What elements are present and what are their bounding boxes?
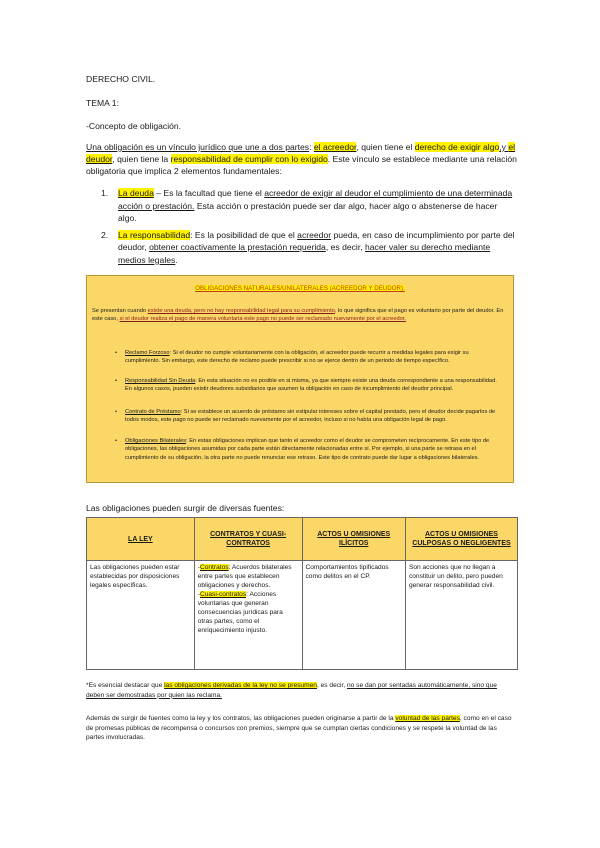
item-text: – Es la facultad que tiene el (153, 188, 265, 198)
sources-table (86, 517, 518, 670)
box-item-text: : Si se establece un acuerdo de préstamo sin estipular intereses sobre el capital prestado, pero el deudor decide pagarlos de todos modos, este pago no puede ser reclamado nuevamente por el acreedor, incluso si no había una obligación legal de pago. (125, 409, 496, 424)
list-item (101, 229, 518, 267)
item-text: : Es la posibilidad de que el (190, 229, 298, 240)
intro-s4: , quien tiene el (356, 142, 415, 152)
dash: - (197, 564, 200, 571)
box-paragraph (92, 307, 508, 324)
intro-s2: : (309, 142, 314, 152)
box-list-item (115, 437, 505, 462)
intro-s10: . Este vínculo se establece mediante una relación obligatoria que implica 2 elementos fundamentales: (86, 154, 517, 176)
intro-s7: el deudor (86, 142, 516, 164)
item-text: , es decir, (325, 242, 365, 252)
header-text: CONTRATOS Y CUASI-CONTRATOS (210, 531, 287, 547)
box-item-text: : En estas obligaciones implican que tanto el acreedor como el deudor se comprometen recíprocamente. En este tipo de obligaciones, las obligaciones asumidas por cada parte están directamente relacionadas entre sí. Por ejemplo, si una parte se retrasa en el cumplimiento de su obligación, la otra parte no puede renunciar ese retraso. Este tipo de contrato puede dar lugar a obligaciones bilaterales. (125, 438, 490, 461)
box-text: Se presentan cuando (92, 308, 148, 314)
contratos-entry (198, 563, 299, 590)
item-text: . (175, 254, 178, 265)
bullet-icon: • (115, 378, 117, 384)
final-text: voluntad de las partes (395, 715, 460, 722)
sources-intro: Las obligaciones pueden surgir de diversas fuentes: (86, 503, 285, 513)
header-culposos (405, 518, 517, 561)
intro-s9: responsabilidad de cumplir con lo exigido (170, 154, 328, 164)
header-contratos (194, 518, 302, 561)
natural-obligations-box (86, 275, 514, 483)
box-text: si el deudor realiza el pago de manera voluntaria este pago no puede ser reclamado nuevamente por el acreedor. (119, 316, 406, 323)
box-item-text: : En esta situación no es posible en si misma, ya que siempre existe una deuda correspondiente a una responsabilidad. En algunos casos, pueden existir deudores subsidiarios que asumen la obligación en caso de incumplimiento del deudor principal. (125, 378, 497, 393)
note-paragraph (86, 681, 516, 700)
topic-title: TEMA 1: (86, 98, 119, 108)
item-text: Esta acción o prestación puede ser dar algo, hacer algo o abstenerse de hacer algo. (118, 200, 498, 223)
box-item-term: Reclamo Forzoso (125, 350, 170, 356)
list-item (101, 187, 518, 225)
course-title: DERECHO CIVIL. (86, 74, 156, 84)
box-title (87, 285, 513, 292)
term-contratos: Contratos (199, 564, 229, 571)
header-text: ACTOS U OMISIONES ILÍCITOS (317, 531, 391, 547)
intro-s1: Una obligación es un vínculo jurídico que une a dos partes (86, 142, 310, 152)
table-header-row (87, 518, 518, 561)
cell-ilicitos: Comportamientos tipificados como delitos en el CP. (302, 561, 405, 670)
item-text: hacer valer su derecho mediante medios legales (118, 242, 491, 265)
item-number: 1. (101, 188, 109, 198)
cell-culposos: Son acciones que no llegan a constituir un delito, pero pueden generar responsabilidad civil. (405, 561, 517, 670)
box-title-text: OBLIGACIONES NATURALES/UNILATERALES (ACREEDOR Y DEUDOR). (195, 285, 405, 292)
section-heading: -Concepto de obligación. (86, 121, 182, 131)
box-item-term: Contrato de Préstamo (125, 409, 181, 415)
final-text: , como en el caso de promesas públicas de recompensa o concursos con premios, siempre que se cumplan ciertas condiciones y se respete la voluntad de las partes involucradas. (86, 715, 512, 741)
bullet-icon: • (115, 350, 117, 356)
table-row (87, 561, 518, 670)
note-text: no se dan por sentadas automáticamente, sino que deben ser demostradas por quien las reclama. (86, 682, 497, 699)
item-text: obtener coactivamente la prestación requerida (149, 242, 326, 252)
bullet-icon: • (115, 438, 117, 444)
intro-s5: derecho de exigir algo (414, 142, 500, 152)
item-text: acreedor de exigir al deudor el cumplimiento de una determinada acción o prestación. (118, 188, 513, 211)
intro-s3: el acreedor (313, 142, 357, 152)
intro-s8: , quien tiene la (112, 154, 171, 164)
header-ley (87, 518, 195, 561)
cell-contratos (194, 561, 302, 670)
cuasi-entry (198, 590, 299, 635)
box-item-term: Obligaciones Bilaterales (125, 438, 187, 444)
term-responsabilidad: La responsabilidad (118, 229, 191, 240)
cell-ley: Las obligaciones pueden estar establecidas por disposiciones legales específicas. (87, 561, 195, 670)
box-list-item (115, 349, 505, 366)
term-cuasi: Cuasi-contratos (199, 591, 247, 598)
final-text: Además de surgir de fuentes como la ley y los contratos, las obligaciones pueden originarse a partir de la (86, 715, 396, 722)
bullet-icon: • (115, 409, 117, 415)
note-text: , es decir, (316, 682, 347, 689)
entry-text: : Acuerdos bilaterales entre partes que establecen obligaciones y derechos. (197, 564, 292, 589)
box-text: , lo que significa que el pago es voluntario por parte del deudor. En este caso, (92, 308, 504, 323)
box-list-item (115, 408, 505, 425)
item-number: 2. (101, 229, 109, 240)
box-text: existe una deuda, pero no hay responsabilidad legal para su cumplimiento (147, 308, 335, 314)
intro-paragraph (86, 141, 520, 177)
elements-list (101, 187, 518, 266)
item-text: pueda, en caso de incumplimiento por parte del deudor, (118, 229, 515, 252)
note-text: *Es esencial destacar que (86, 682, 165, 689)
note-text: las obligaciones derivadas de la ley no se presumen (164, 682, 317, 689)
term-deuda: La deuda (118, 188, 154, 198)
intro-s6: ,y (499, 142, 509, 152)
header-ilicitos (302, 518, 405, 561)
final-paragraph (86, 714, 516, 743)
box-list-item (115, 377, 505, 394)
header-text: ACTOS U OMISIONES CULPOSAS O NEGLIGENTES (412, 531, 511, 547)
box-item-term: Responsabilidad Sin Deuda (125, 378, 196, 384)
header-text: LA LEY (128, 535, 153, 543)
item-text: acreedor (297, 229, 332, 240)
dash: - (197, 591, 200, 598)
entry-text: : Acciones voluntarias que generan consecuencias jurídicas para otras partes, como el enriquecimiento injusto. (197, 591, 283, 634)
box-item-text: : Si el deudor no cumple voluntariamente con la obligación, el acreedor puede recurrir a medidas legales para exigir su cumplimiento. Sin embargo, este derecho de reclamo puede prescribir si no se ejerce dentro de un periodo de tiempo específico. (125, 350, 469, 365)
